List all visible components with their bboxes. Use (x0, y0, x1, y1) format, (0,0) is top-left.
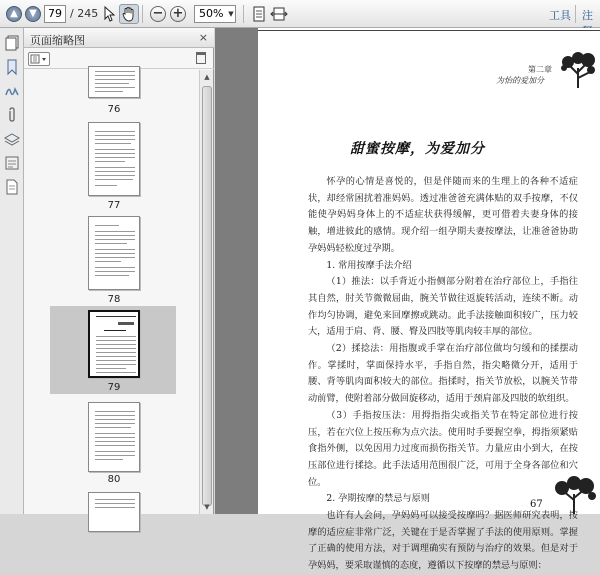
fit-page-button[interactable] (249, 4, 269, 24)
thumbnail-panel (24, 28, 214, 514)
body-text (308, 174, 578, 575)
document-icon (5, 179, 19, 195)
plus-icon: + (170, 6, 186, 22)
thumbnail-page-76[interactable] (88, 66, 140, 98)
panel-title: 页面缩略图 (30, 34, 85, 47)
comment-menu[interactable]: 注 (582, 9, 593, 22)
page-number: 67 (530, 499, 543, 510)
options-icon (29, 53, 49, 65)
scroll-down-icon[interactable]: ▼ (204, 503, 210, 511)
minus-icon: − (150, 6, 166, 22)
page-total: / 245 (70, 7, 99, 20)
paragraph: 也许有人会问，孕妈妈可以接受按摩吗？据医师研究表明，按摩的适应症非常广泛，关键在于是否掌握了手法的使用原则。掌握了正确的使用方法，对于调理确实有预防与治疗的效果。但是对于孕妈妈，要采取谨慎的态度，遵循以下按摩的禁忌与原则： (308, 510, 578, 572)
page-thumbnails-button[interactable] (4, 34, 20, 52)
thumbnail-page-79[interactable] (88, 310, 140, 378)
select-tool-button[interactable] (100, 4, 120, 24)
content-icon (4, 155, 20, 171)
thumbnail-list (24, 70, 200, 514)
subheading: 2. 孕期按摩的禁忌与原则 (326, 493, 430, 505)
layers-button[interactable] (4, 130, 20, 148)
thumbnail-label: 80 (107, 474, 121, 485)
cursor-icon (104, 6, 116, 22)
thumbnail-label: 79 (107, 382, 121, 393)
navigation-rail (0, 28, 24, 514)
thumbnail-page-80[interactable] (88, 402, 140, 472)
zoom-out-button[interactable] (148, 4, 168, 24)
section-title: 甜蜜按摩，为爱加分 (350, 141, 485, 157)
arrow-up-icon: ▲ (6, 6, 22, 22)
zoom-level-field[interactable]: 50% (194, 5, 236, 23)
hand-tool-button[interactable] (119, 4, 139, 24)
signature-icon (4, 83, 20, 99)
header-rule (258, 30, 600, 31)
panel-header (24, 28, 214, 48)
close-icon[interactable]: × (198, 31, 208, 44)
tree-decoration-icon (558, 50, 598, 90)
toolbar-divider (142, 5, 143, 23)
scrollbar-thumb[interactable] (202, 86, 212, 506)
paperclip-icon (6, 107, 18, 123)
toolbar-divider (243, 5, 244, 23)
toolbar (0, 0, 600, 28)
page-number-input[interactable]: 79 (44, 5, 66, 23)
signatures-button[interactable] (4, 82, 20, 100)
thumbnail-label: 76 (107, 104, 121, 115)
toolbar-divider (575, 5, 576, 23)
trash-icon[interactable] (196, 52, 206, 64)
chapter-number: 第二章 (528, 65, 552, 74)
subheading: 1. 常用按摩手法介绍 (326, 259, 412, 271)
thumbnail-label: 78 (107, 294, 121, 305)
fit-width-button[interactable] (269, 4, 289, 24)
paragraph: （3）手指按压法：用拇指指尖或指关节在特定部位进行按压，若在穴位上按压称为点穴法。使用时手要握空拳，拇指须紧贴食指外侧，以免因用力过度而损伤指关节。力量应由小到大，在按压部位进行揉捻。此手法适用范围很广泛，可用于全身各部位和穴位。 (308, 409, 578, 488)
zoom-in-button[interactable] (168, 4, 188, 24)
content-button[interactable] (4, 154, 20, 172)
fit-width-icon (271, 6, 287, 22)
next-page-button[interactable] (23, 4, 43, 24)
layers-icon (4, 131, 20, 147)
chapter-title: 为怡的爱加分 (496, 76, 544, 85)
bookmark-icon (6, 59, 18, 75)
thumbnail-page-78[interactable] (88, 216, 140, 290)
paragraph: （2）揉捻法：用指腹或手掌在治疗部位做均匀缓和的揉摆动作。掌揉时，掌面保持水平，手指自然，指尖略微分开，适用于腰、背等肌肉面积较大的部位。指揉时，指关节放松，以腕关节带动前臂，使附着部分做回旋移动，适用于颈肩部及四肢的软组织。 (308, 343, 578, 405)
options-menu-button[interactable] (28, 52, 50, 66)
bookmarks-button[interactable] (4, 58, 20, 76)
thumbnail-page-77[interactable] (88, 122, 140, 196)
tree-decoration-icon (550, 474, 598, 514)
chevron-down-icon[interactable]: ▼ (228, 10, 234, 18)
thumbnail-label: 77 (107, 200, 121, 211)
fit-page-icon (252, 6, 266, 22)
thumbnail-scrollbar[interactable] (199, 70, 213, 514)
hand-icon (122, 6, 136, 22)
pages-icon (5, 35, 19, 51)
arrow-down-icon: ▼ (25, 6, 41, 22)
document-properties-button[interactable] (4, 178, 20, 196)
document-viewport[interactable] (215, 28, 600, 572)
paragraph: （1）推法：以手背近小指侧部分附着在治疗部位上，手指往其自然，肘关节微微屈曲，腕关节做往返旋转活动，连续不断。动作均匀协调，避免来回摩擦或跳动。此手法接触面积较广，压力较大，适用于肩、背、腰、臀及四肢等肌肉较丰厚的部位。 (308, 276, 578, 338)
attachments-button[interactable] (4, 106, 20, 124)
tools-menu[interactable]: 工具 (549, 9, 571, 22)
previous-page-button[interactable] (4, 4, 24, 24)
document-page (258, 28, 600, 572)
scroll-up-icon[interactable]: ▲ (204, 73, 210, 81)
paragraph: 怀孕的心情是喜悦的，但是伴随而来的生理上的各种不适症状，却经常困扰着准妈妈。透过准爸爸充满体贴的双手按摩，不仅能使孕妈妈身体上的不适症状获得缓解，更可借着夫妻身体的接触，增进彼此的感情。现介绍一组孕期夫妻按摩法，让准爸爸协助孕妈妈轻松度过孕期。 (308, 176, 578, 254)
thumbnail-page-81[interactable] (88, 492, 140, 532)
